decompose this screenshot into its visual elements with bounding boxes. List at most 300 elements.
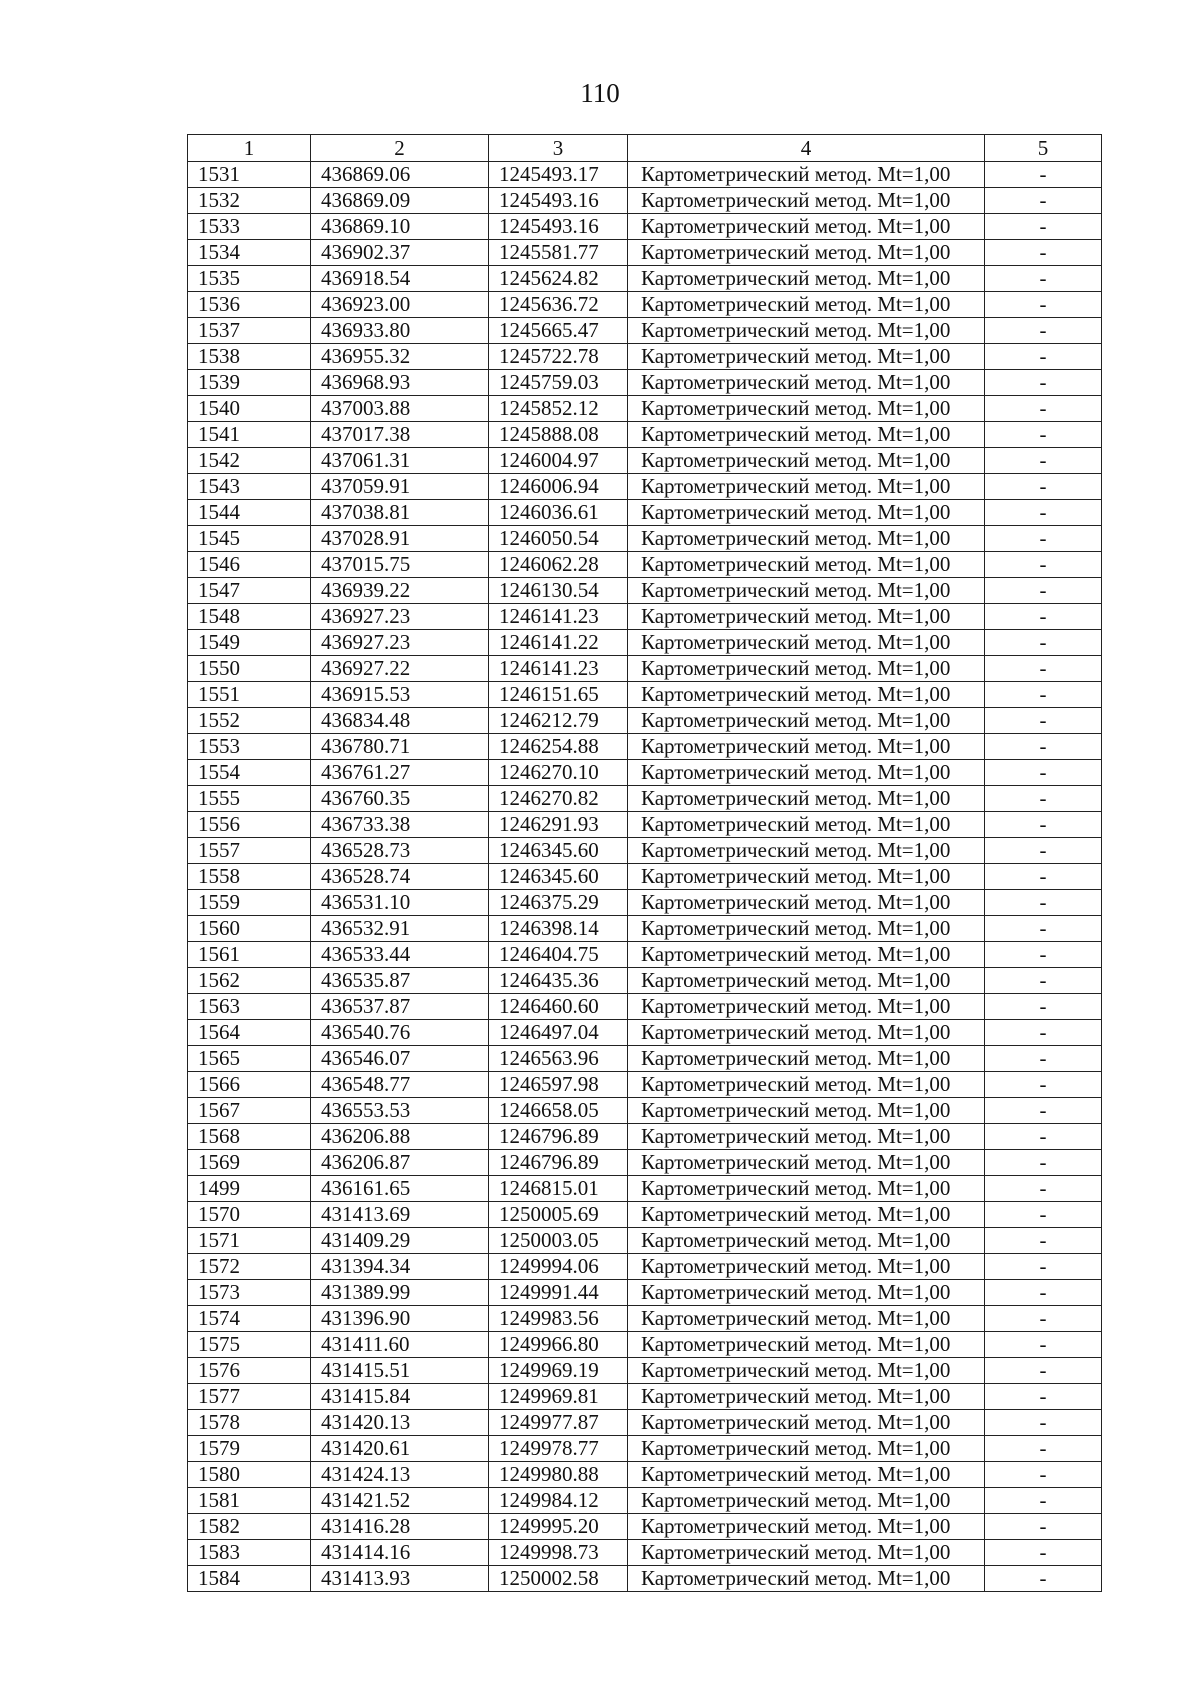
table-row bbox=[188, 318, 1102, 344]
method-cell: Картометрический метод. Mt=1,00 bbox=[628, 760, 985, 786]
y-coordinate-cell: 1246006.94 bbox=[489, 474, 628, 500]
table-row bbox=[188, 682, 1102, 708]
x-coordinate-cell: 436918.54 bbox=[311, 266, 489, 292]
note-cell: - bbox=[985, 1280, 1102, 1306]
method-cell: Картометрический метод. Mt=1,00 bbox=[628, 1150, 985, 1176]
method-cell: Картометрический метод. Mt=1,00 bbox=[628, 396, 985, 422]
table-row bbox=[188, 396, 1102, 422]
method-cell: Картометрический метод. Mt=1,00 bbox=[628, 266, 985, 292]
y-coordinate-cell: 1245852.12 bbox=[489, 396, 628, 422]
method-cell: Картометрический метод. Mt=1,00 bbox=[628, 1176, 985, 1202]
table-row bbox=[188, 786, 1102, 812]
note-cell: - bbox=[985, 578, 1102, 604]
x-coordinate-cell: 436927.23 bbox=[311, 630, 489, 656]
note-cell: - bbox=[985, 1514, 1102, 1540]
table-row bbox=[188, 604, 1102, 630]
method-cell: Картометрический метод. Mt=1,00 bbox=[628, 968, 985, 994]
column-header-1: 1 bbox=[188, 135, 311, 162]
table-row bbox=[188, 240, 1102, 266]
point-number-cell: 1547 bbox=[188, 578, 311, 604]
table-row bbox=[188, 188, 1102, 214]
x-coordinate-cell: 431420.61 bbox=[311, 1436, 489, 1462]
x-coordinate-cell: 436553.53 bbox=[311, 1098, 489, 1124]
note-cell: - bbox=[985, 1384, 1102, 1410]
point-number-cell: 1548 bbox=[188, 604, 311, 630]
table-row bbox=[188, 1098, 1102, 1124]
table-row bbox=[188, 1124, 1102, 1150]
table-row bbox=[188, 1306, 1102, 1332]
point-number-cell: 1568 bbox=[188, 1124, 311, 1150]
point-number-cell: 1573 bbox=[188, 1280, 311, 1306]
table-row bbox=[188, 1176, 1102, 1202]
y-coordinate-cell: 1245759.03 bbox=[489, 370, 628, 396]
method-cell: Картометрический метод. Mt=1,00 bbox=[628, 994, 985, 1020]
table-header bbox=[188, 135, 1102, 162]
x-coordinate-cell: 436760.35 bbox=[311, 786, 489, 812]
table-row bbox=[188, 292, 1102, 318]
x-coordinate-cell: 431424.13 bbox=[311, 1462, 489, 1488]
point-number-cell: 1551 bbox=[188, 682, 311, 708]
y-coordinate-cell: 1245493.16 bbox=[489, 214, 628, 240]
y-coordinate-cell: 1246563.96 bbox=[489, 1046, 628, 1072]
method-cell: Картометрический метод. Mt=1,00 bbox=[628, 1254, 985, 1280]
method-cell: Картометрический метод. Mt=1,00 bbox=[628, 1358, 985, 1384]
method-cell: Картометрический метод. Mt=1,00 bbox=[628, 1306, 985, 1332]
method-cell: Картометрический метод. Mt=1,00 bbox=[628, 344, 985, 370]
table-row bbox=[188, 760, 1102, 786]
x-coordinate-cell: 436733.38 bbox=[311, 812, 489, 838]
point-number-cell: 1564 bbox=[188, 1020, 311, 1046]
column-header-2: 2 bbox=[311, 135, 489, 162]
method-cell: Картометрический метод. Mt=1,00 bbox=[628, 1072, 985, 1098]
x-coordinate-cell: 436761.27 bbox=[311, 760, 489, 786]
table-row bbox=[188, 1228, 1102, 1254]
y-coordinate-cell: 1249969.81 bbox=[489, 1384, 628, 1410]
y-coordinate-cell: 1249984.12 bbox=[489, 1488, 628, 1514]
table-header-row bbox=[188, 135, 1102, 162]
point-number-cell: 1559 bbox=[188, 890, 311, 916]
y-coordinate-cell: 1246497.04 bbox=[489, 1020, 628, 1046]
x-coordinate-cell: 436535.87 bbox=[311, 968, 489, 994]
x-coordinate-cell: 436528.73 bbox=[311, 838, 489, 864]
point-number-cell: 1579 bbox=[188, 1436, 311, 1462]
y-coordinate-cell: 1245636.72 bbox=[489, 292, 628, 318]
point-number-cell: 1533 bbox=[188, 214, 311, 240]
point-number-cell: 1536 bbox=[188, 292, 311, 318]
point-number-cell: 1581 bbox=[188, 1488, 311, 1514]
y-coordinate-cell: 1245888.08 bbox=[489, 422, 628, 448]
y-coordinate-cell: 1250005.69 bbox=[489, 1202, 628, 1228]
point-number-cell: 1569 bbox=[188, 1150, 311, 1176]
page-number: 110 bbox=[580, 78, 620, 108]
table-row bbox=[188, 474, 1102, 500]
method-cell: Картометрический метод. Mt=1,00 bbox=[628, 786, 985, 812]
table-row bbox=[188, 708, 1102, 734]
x-coordinate-cell: 436939.22 bbox=[311, 578, 489, 604]
y-coordinate-cell: 1250003.05 bbox=[489, 1228, 628, 1254]
method-cell: Картометрический метод. Mt=1,00 bbox=[628, 604, 985, 630]
point-number-cell: 1565 bbox=[188, 1046, 311, 1072]
note-cell: - bbox=[985, 734, 1102, 760]
table-row bbox=[188, 890, 1102, 916]
table-row bbox=[188, 1280, 1102, 1306]
note-cell: - bbox=[985, 786, 1102, 812]
x-coordinate-cell: 437015.75 bbox=[311, 552, 489, 578]
x-coordinate-cell: 436915.53 bbox=[311, 682, 489, 708]
method-cell: Картометрический метод. Mt=1,00 bbox=[628, 838, 985, 864]
table-row bbox=[188, 942, 1102, 968]
method-cell: Картометрический метод. Mt=1,00 bbox=[628, 708, 985, 734]
y-coordinate-cell: 1250002.58 bbox=[489, 1566, 628, 1592]
note-cell: - bbox=[985, 448, 1102, 474]
note-cell: - bbox=[985, 1462, 1102, 1488]
table-row bbox=[188, 578, 1102, 604]
y-coordinate-cell: 1246291.93 bbox=[489, 812, 628, 838]
y-coordinate-cell: 1246345.60 bbox=[489, 864, 628, 890]
point-number-cell: 1574 bbox=[188, 1306, 311, 1332]
y-coordinate-cell: 1246597.98 bbox=[489, 1072, 628, 1098]
note-cell: - bbox=[985, 318, 1102, 344]
x-coordinate-cell: 437028.91 bbox=[311, 526, 489, 552]
method-cell: Картометрический метод. Mt=1,00 bbox=[628, 292, 985, 318]
x-coordinate-cell: 431394.34 bbox=[311, 1254, 489, 1280]
table-body bbox=[188, 162, 1102, 1592]
note-cell: - bbox=[985, 604, 1102, 630]
note-cell: - bbox=[985, 968, 1102, 994]
note-cell: - bbox=[985, 1436, 1102, 1462]
point-number-cell: 1577 bbox=[188, 1384, 311, 1410]
note-cell: - bbox=[985, 1566, 1102, 1592]
method-cell: Картометрический метод. Mt=1,00 bbox=[628, 1098, 985, 1124]
point-number-cell: 1584 bbox=[188, 1566, 311, 1592]
table-row bbox=[188, 1488, 1102, 1514]
x-coordinate-cell: 436780.71 bbox=[311, 734, 489, 760]
y-coordinate-cell: 1246435.36 bbox=[489, 968, 628, 994]
method-cell: Картометрический метод. Mt=1,00 bbox=[628, 422, 985, 448]
table-row bbox=[188, 370, 1102, 396]
note-cell: - bbox=[985, 1254, 1102, 1280]
y-coordinate-cell: 1246270.82 bbox=[489, 786, 628, 812]
x-coordinate-cell: 431415.84 bbox=[311, 1384, 489, 1410]
point-number-cell: 1563 bbox=[188, 994, 311, 1020]
x-coordinate-cell: 436540.76 bbox=[311, 1020, 489, 1046]
method-cell: Картометрический метод. Mt=1,00 bbox=[628, 656, 985, 682]
point-number-cell: 1582 bbox=[188, 1514, 311, 1540]
note-cell: - bbox=[985, 500, 1102, 526]
point-number-cell: 1558 bbox=[188, 864, 311, 890]
note-cell: - bbox=[985, 916, 1102, 942]
table-row bbox=[188, 1462, 1102, 1488]
method-cell: Картометрический метод. Mt=1,00 bbox=[628, 162, 985, 188]
x-coordinate-cell: 431414.16 bbox=[311, 1540, 489, 1566]
y-coordinate-cell: 1245665.47 bbox=[489, 318, 628, 344]
x-coordinate-cell: 437059.91 bbox=[311, 474, 489, 500]
note-cell: - bbox=[985, 1202, 1102, 1228]
point-number-cell: 1552 bbox=[188, 708, 311, 734]
table-row bbox=[188, 552, 1102, 578]
method-cell: Картометрический метод. Mt=1,00 bbox=[628, 1436, 985, 1462]
note-cell: - bbox=[985, 1020, 1102, 1046]
table-row bbox=[188, 656, 1102, 682]
point-number-cell: 1542 bbox=[188, 448, 311, 474]
note-cell: - bbox=[985, 630, 1102, 656]
x-coordinate-cell: 431421.52 bbox=[311, 1488, 489, 1514]
note-cell: - bbox=[985, 162, 1102, 188]
table-row bbox=[188, 1332, 1102, 1358]
point-number-cell: 1543 bbox=[188, 474, 311, 500]
table-row bbox=[188, 526, 1102, 552]
point-number-cell: 1583 bbox=[188, 1540, 311, 1566]
column-header-5: 5 bbox=[985, 135, 1102, 162]
method-cell: Картометрический метод. Mt=1,00 bbox=[628, 1514, 985, 1540]
point-number-cell: 1549 bbox=[188, 630, 311, 656]
point-number-cell: 1532 bbox=[188, 188, 311, 214]
point-number-cell: 1553 bbox=[188, 734, 311, 760]
table-row bbox=[188, 448, 1102, 474]
point-number-cell: 1540 bbox=[188, 396, 311, 422]
note-cell: - bbox=[985, 812, 1102, 838]
note-cell: - bbox=[985, 1228, 1102, 1254]
x-coordinate-cell: 436955.32 bbox=[311, 344, 489, 370]
method-cell: Картометрический метод. Mt=1,00 bbox=[628, 1202, 985, 1228]
y-coordinate-cell: 1246796.89 bbox=[489, 1124, 628, 1150]
x-coordinate-cell: 431396.90 bbox=[311, 1306, 489, 1332]
x-coordinate-cell: 436834.48 bbox=[311, 708, 489, 734]
method-cell: Картометрический метод. Mt=1,00 bbox=[628, 1280, 985, 1306]
point-number-cell: 1566 bbox=[188, 1072, 311, 1098]
table-row bbox=[188, 1020, 1102, 1046]
note-cell: - bbox=[985, 1358, 1102, 1384]
note-cell: - bbox=[985, 1176, 1102, 1202]
method-cell: Картометрический метод. Mt=1,00 bbox=[628, 214, 985, 240]
x-coordinate-cell: 436206.87 bbox=[311, 1150, 489, 1176]
note-cell: - bbox=[985, 708, 1102, 734]
y-coordinate-cell: 1246398.14 bbox=[489, 916, 628, 942]
table-row bbox=[188, 630, 1102, 656]
note-cell: - bbox=[985, 370, 1102, 396]
note-cell: - bbox=[985, 1488, 1102, 1514]
y-coordinate-cell: 1245722.78 bbox=[489, 344, 628, 370]
method-cell: Картометрический метод. Mt=1,00 bbox=[628, 188, 985, 214]
y-coordinate-cell: 1245493.17 bbox=[489, 162, 628, 188]
table-row bbox=[188, 500, 1102, 526]
y-coordinate-cell: 1249978.77 bbox=[489, 1436, 628, 1462]
note-cell: - bbox=[985, 188, 1102, 214]
table-row bbox=[188, 422, 1102, 448]
method-cell: Картометрический метод. Mt=1,00 bbox=[628, 526, 985, 552]
method-cell: Картометрический метод. Mt=1,00 bbox=[628, 890, 985, 916]
x-coordinate-cell: 436206.88 bbox=[311, 1124, 489, 1150]
point-number-cell: 1561 bbox=[188, 942, 311, 968]
y-coordinate-cell: 1246151.65 bbox=[489, 682, 628, 708]
y-coordinate-cell: 1249991.44 bbox=[489, 1280, 628, 1306]
note-cell: - bbox=[985, 1072, 1102, 1098]
point-number-cell: 1531 bbox=[188, 162, 311, 188]
method-cell: Картометрический метод. Mt=1,00 bbox=[628, 1124, 985, 1150]
x-coordinate-cell: 431409.29 bbox=[311, 1228, 489, 1254]
coordinates-table bbox=[187, 134, 1102, 1592]
point-number-cell: 1570 bbox=[188, 1202, 311, 1228]
note-cell: - bbox=[985, 656, 1102, 682]
method-cell: Картометрический метод. Mt=1,00 bbox=[628, 318, 985, 344]
point-number-cell: 1555 bbox=[188, 786, 311, 812]
point-number-cell: 1541 bbox=[188, 422, 311, 448]
x-coordinate-cell: 436537.87 bbox=[311, 994, 489, 1020]
note-cell: - bbox=[985, 214, 1102, 240]
note-cell: - bbox=[985, 396, 1102, 422]
x-coordinate-cell: 436933.80 bbox=[311, 318, 489, 344]
note-cell: - bbox=[985, 682, 1102, 708]
x-coordinate-cell: 436531.10 bbox=[311, 890, 489, 916]
x-coordinate-cell: 436902.37 bbox=[311, 240, 489, 266]
table-row bbox=[188, 1384, 1102, 1410]
method-cell: Картометрический метод. Mt=1,00 bbox=[628, 916, 985, 942]
y-coordinate-cell: 1246345.60 bbox=[489, 838, 628, 864]
table-row bbox=[188, 1410, 1102, 1436]
method-cell: Картометрический метод. Mt=1,00 bbox=[628, 474, 985, 500]
table-row bbox=[188, 266, 1102, 292]
point-number-cell: 1557 bbox=[188, 838, 311, 864]
point-number-cell: 1537 bbox=[188, 318, 311, 344]
point-number-cell: 1580 bbox=[188, 1462, 311, 1488]
y-coordinate-cell: 1246004.97 bbox=[489, 448, 628, 474]
point-number-cell: 1560 bbox=[188, 916, 311, 942]
note-cell: - bbox=[985, 422, 1102, 448]
note-cell: - bbox=[985, 292, 1102, 318]
point-number-cell: 1575 bbox=[188, 1332, 311, 1358]
y-coordinate-cell: 1246141.22 bbox=[489, 630, 628, 656]
method-cell: Картометрический метод. Mt=1,00 bbox=[628, 1020, 985, 1046]
method-cell: Картометрический метод. Mt=1,00 bbox=[628, 1540, 985, 1566]
table-row bbox=[188, 1358, 1102, 1384]
point-number-cell: 1538 bbox=[188, 344, 311, 370]
y-coordinate-cell: 1249998.73 bbox=[489, 1540, 628, 1566]
table-row bbox=[188, 1436, 1102, 1462]
method-cell: Картометрический метод. Mt=1,00 bbox=[628, 1046, 985, 1072]
note-cell: - bbox=[985, 994, 1102, 1020]
point-number-cell: 1562 bbox=[188, 968, 311, 994]
note-cell: - bbox=[985, 1150, 1102, 1176]
x-coordinate-cell: 437003.88 bbox=[311, 396, 489, 422]
y-coordinate-cell: 1246658.05 bbox=[489, 1098, 628, 1124]
y-coordinate-cell: 1246815.01 bbox=[489, 1176, 628, 1202]
note-cell: - bbox=[985, 1332, 1102, 1358]
table-row bbox=[188, 1540, 1102, 1566]
x-coordinate-cell: 437017.38 bbox=[311, 422, 489, 448]
method-cell: Картометрический метод. Mt=1,00 bbox=[628, 1332, 985, 1358]
note-cell: - bbox=[985, 1410, 1102, 1436]
method-cell: Картометрический метод. Mt=1,00 bbox=[628, 1566, 985, 1592]
point-number-cell: 1544 bbox=[188, 500, 311, 526]
method-cell: Картометрический метод. Mt=1,00 bbox=[628, 942, 985, 968]
y-coordinate-cell: 1246212.79 bbox=[489, 708, 628, 734]
point-number-cell: 1545 bbox=[188, 526, 311, 552]
x-coordinate-cell: 431413.69 bbox=[311, 1202, 489, 1228]
note-cell: - bbox=[985, 1306, 1102, 1332]
point-number-cell: 1567 bbox=[188, 1098, 311, 1124]
table-row bbox=[188, 1254, 1102, 1280]
point-number-cell: 1539 bbox=[188, 370, 311, 396]
note-cell: - bbox=[985, 838, 1102, 864]
method-cell: Картометрический метод. Mt=1,00 bbox=[628, 370, 985, 396]
x-coordinate-cell: 431411.60 bbox=[311, 1332, 489, 1358]
method-cell: Картометрический метод. Mt=1,00 bbox=[628, 1462, 985, 1488]
method-cell: Картометрический метод. Mt=1,00 bbox=[628, 1488, 985, 1514]
x-coordinate-cell: 436528.74 bbox=[311, 864, 489, 890]
note-cell: - bbox=[985, 240, 1102, 266]
point-number-cell: 1576 bbox=[188, 1358, 311, 1384]
note-cell: - bbox=[985, 1098, 1102, 1124]
table-row bbox=[188, 1514, 1102, 1540]
table-row bbox=[188, 994, 1102, 1020]
table-row bbox=[188, 968, 1102, 994]
point-number-cell: 1550 bbox=[188, 656, 311, 682]
method-cell: Картометрический метод. Mt=1,00 bbox=[628, 1384, 985, 1410]
table-row bbox=[188, 344, 1102, 370]
point-number-cell: 1554 bbox=[188, 760, 311, 786]
note-cell: - bbox=[985, 1046, 1102, 1072]
x-coordinate-cell: 431413.93 bbox=[311, 1566, 489, 1592]
method-cell: Картометрический метод. Mt=1,00 bbox=[628, 734, 985, 760]
y-coordinate-cell: 1249980.88 bbox=[489, 1462, 628, 1488]
method-cell: Картометрический метод. Mt=1,00 bbox=[628, 1228, 985, 1254]
x-coordinate-cell: 437038.81 bbox=[311, 500, 489, 526]
y-coordinate-cell: 1249983.56 bbox=[489, 1306, 628, 1332]
method-cell: Картометрический метод. Mt=1,00 bbox=[628, 240, 985, 266]
note-cell: - bbox=[985, 890, 1102, 916]
note-cell: - bbox=[985, 942, 1102, 968]
column-header-3: 3 bbox=[489, 135, 628, 162]
x-coordinate-cell: 436533.44 bbox=[311, 942, 489, 968]
table-row bbox=[188, 864, 1102, 890]
table-row bbox=[188, 214, 1102, 240]
x-coordinate-cell: 436869.06 bbox=[311, 162, 489, 188]
table-row bbox=[188, 1566, 1102, 1592]
y-coordinate-cell: 1246141.23 bbox=[489, 604, 628, 630]
method-cell: Картометрический метод. Mt=1,00 bbox=[628, 1410, 985, 1436]
y-coordinate-cell: 1246050.54 bbox=[489, 526, 628, 552]
y-coordinate-cell: 1246375.29 bbox=[489, 890, 628, 916]
method-cell: Картометрический метод. Mt=1,00 bbox=[628, 812, 985, 838]
method-cell: Картометрический метод. Mt=1,00 bbox=[628, 864, 985, 890]
table-row bbox=[188, 162, 1102, 188]
x-coordinate-cell: 431389.99 bbox=[311, 1280, 489, 1306]
y-coordinate-cell: 1246796.89 bbox=[489, 1150, 628, 1176]
table-row bbox=[188, 1202, 1102, 1228]
note-cell: - bbox=[985, 1124, 1102, 1150]
note-cell: - bbox=[985, 344, 1102, 370]
x-coordinate-cell: 437061.31 bbox=[311, 448, 489, 474]
x-coordinate-cell: 431420.13 bbox=[311, 1410, 489, 1436]
y-coordinate-cell: 1249994.06 bbox=[489, 1254, 628, 1280]
x-coordinate-cell: 436869.09 bbox=[311, 188, 489, 214]
x-coordinate-cell: 431415.51 bbox=[311, 1358, 489, 1384]
table-row bbox=[188, 734, 1102, 760]
y-coordinate-cell: 1246460.60 bbox=[489, 994, 628, 1020]
point-number-cell: 1535 bbox=[188, 266, 311, 292]
note-cell: - bbox=[985, 526, 1102, 552]
x-coordinate-cell: 436161.65 bbox=[311, 1176, 489, 1202]
point-number-cell: 1572 bbox=[188, 1254, 311, 1280]
y-coordinate-cell: 1249969.19 bbox=[489, 1358, 628, 1384]
x-coordinate-cell: 436532.91 bbox=[311, 916, 489, 942]
table-row bbox=[188, 916, 1102, 942]
x-coordinate-cell: 431416.28 bbox=[311, 1514, 489, 1540]
point-number-cell: 1556 bbox=[188, 812, 311, 838]
note-cell: - bbox=[985, 1540, 1102, 1566]
method-cell: Картометрический метод. Mt=1,00 bbox=[628, 448, 985, 474]
point-number-cell: 1499 bbox=[188, 1176, 311, 1202]
